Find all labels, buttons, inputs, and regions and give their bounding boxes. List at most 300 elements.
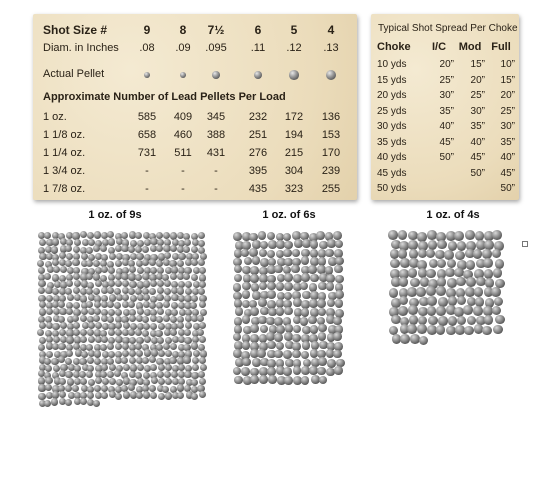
shot-pellet (65, 371, 72, 378)
shot-pellet (242, 341, 251, 350)
spread-cell: 35” (439, 105, 454, 117)
shot-pellet (292, 334, 301, 343)
shot-pellet (65, 245, 72, 252)
shot-pellet (417, 232, 427, 242)
shot-pellet (274, 350, 283, 359)
spread-cell: 40” (439, 121, 454, 132)
pellet-pattern-9s (38, 232, 208, 467)
spread-cell: 25 yds (377, 105, 407, 117)
shot-pellet (284, 376, 293, 385)
shot-pellet (129, 281, 136, 288)
pellet-count-cell: 251 (248, 129, 268, 141)
pellet-count-cell: 304 (284, 165, 304, 177)
shot-pellet (129, 350, 136, 357)
shot-size-5: 4 (327, 23, 335, 37)
shot-pellet (437, 240, 447, 250)
shot-pellet (52, 238, 59, 245)
shot-pellet (158, 350, 165, 357)
shot-pellet (37, 260, 44, 267)
shot-pellet (39, 308, 46, 315)
shot-pellet (333, 332, 342, 341)
pellet-count-cell: - (214, 183, 218, 195)
actual-pellet-icon (326, 70, 337, 81)
shot-pellet (301, 256, 310, 265)
shot-pellet (100, 344, 107, 351)
shot-pellet (101, 266, 108, 273)
shot-pellet (107, 343, 114, 350)
shot-pellet (95, 322, 102, 329)
shot-pellet (198, 259, 205, 266)
shot-pellet (310, 274, 319, 283)
shot-pellet (482, 249, 492, 259)
shot-pellet (45, 365, 52, 372)
shot-pellet (170, 245, 177, 252)
pellet-count-cell: 170 (321, 147, 341, 159)
spread-cell: 10” (500, 59, 515, 70)
shot-pellet (142, 259, 149, 266)
shot-pellet (108, 238, 115, 245)
shot-pellet (335, 290, 344, 299)
shot-pellet (115, 336, 122, 343)
shot-pellet (483, 258, 493, 268)
shot-pellet (51, 246, 58, 253)
shot-pellet (58, 356, 65, 363)
shot-pellet (128, 288, 135, 295)
shot-pellet (44, 273, 51, 280)
shot-pellet (492, 230, 502, 240)
spread-header: Full (491, 41, 511, 53)
shot-pellet (233, 333, 242, 342)
actual-pellet-icon (212, 71, 220, 79)
shot-pellet (284, 282, 293, 291)
load-label: 1 3/4 oz. (43, 165, 86, 177)
shot-pellet (66, 350, 73, 357)
shot-pellet (67, 294, 74, 301)
shot-pellet (427, 296, 437, 306)
shot-pellet (199, 336, 206, 343)
shot-pellet (143, 372, 150, 379)
shot-pellet (149, 288, 156, 295)
spread-cell: 30” (500, 121, 515, 132)
shot-pellet (284, 273, 293, 282)
shot-pellet (171, 309, 178, 316)
shot-pellet (39, 239, 46, 246)
shot-pellet (191, 259, 198, 266)
shot-pellet (53, 336, 60, 343)
shot-pellet (334, 265, 343, 274)
shot-pellet (38, 377, 45, 384)
shot-pellet (284, 307, 293, 316)
shot-size-header: Shot Size # (43, 23, 108, 37)
shot-pellet (150, 364, 157, 371)
shot-pellet (39, 301, 46, 308)
shot-pellet (335, 299, 344, 308)
shot-pellet (58, 343, 65, 350)
pellet-count-cell: 215 (284, 147, 304, 159)
shot-pellet (60, 266, 67, 273)
shot-pellet (267, 341, 276, 350)
pellet-count-cell: - (145, 165, 149, 177)
shot-pellet (156, 232, 163, 239)
pellet-count-cell: 194 (284, 129, 304, 141)
shot-pellet (308, 265, 317, 274)
shot-pellet (242, 290, 251, 299)
shot-pellet (144, 349, 151, 356)
shot-pellet (300, 317, 309, 326)
pellet-count-cell: 255 (321, 183, 341, 195)
shot-pellet (301, 351, 310, 360)
shot-pellet (177, 287, 184, 294)
shot-pellet (276, 342, 285, 351)
shot-pellet (276, 307, 285, 316)
group-title-6s: 1 oz. of 6s (262, 209, 316, 221)
shot-pellet (308, 316, 317, 325)
shot-size-0: 9 (143, 23, 151, 37)
shot-pellet (398, 306, 408, 316)
shot-pellet (192, 364, 199, 371)
shot-pellet (474, 287, 484, 297)
shot-pellet (446, 326, 456, 336)
shot-pellet (310, 240, 319, 249)
shot-pellet (333, 317, 342, 326)
shot-pellet (426, 286, 436, 296)
shot-pellet (183, 246, 190, 253)
shot-pellet (318, 308, 327, 317)
pellet-count-cell: 395 (248, 165, 268, 177)
spread-cell: 20” (470, 74, 485, 86)
shot-pellet (250, 375, 259, 384)
shot-pellet (234, 376, 243, 385)
shot-pellet (276, 282, 285, 291)
shot-pellet (155, 330, 162, 337)
shot-pellet (436, 306, 446, 316)
shot-pellet (192, 357, 199, 364)
shot-pellet (300, 282, 309, 291)
shot-pellet (38, 287, 45, 294)
shot-pellet (38, 393, 45, 400)
shot-pellet (115, 260, 122, 267)
shot-pellet (170, 273, 177, 280)
pellet-count-cell: 731 (137, 147, 157, 159)
shot-pellet (143, 323, 150, 330)
actual-pellet-icon (254, 71, 263, 80)
shot-pellet (302, 341, 311, 350)
shot-pellet (408, 305, 418, 315)
shot-pellet (44, 400, 51, 407)
shot-pellet (86, 371, 93, 378)
pellet-count-cell: 409 (173, 111, 193, 123)
shot-pellet (293, 325, 302, 334)
shot-pellet (165, 378, 172, 385)
shot-pellet (301, 273, 310, 282)
shot-pellet (318, 257, 327, 266)
shot-pellet (164, 280, 171, 287)
shot-pellet (326, 368, 335, 377)
shot-pellet (122, 280, 129, 287)
shot-pellet (128, 301, 135, 308)
shot-pellet (66, 280, 73, 287)
shot-pellet (259, 282, 268, 291)
shot-pellet (390, 259, 400, 269)
shot-pellet (74, 239, 81, 246)
pellet-count-cell: 431 (206, 147, 226, 159)
shot-pellet (242, 358, 251, 367)
shot-pellet (86, 301, 93, 308)
diameter-3: .11 (250, 42, 266, 54)
shot-pellet (94, 350, 101, 357)
shot-pellet (258, 231, 267, 240)
shot-pellet (259, 375, 268, 384)
shot-pellet (150, 267, 157, 274)
shot-pellet (310, 325, 319, 334)
shot-pellet (417, 324, 427, 334)
shot-pellet (399, 296, 409, 306)
shot-pellet (437, 259, 447, 269)
pellet-count-cell: 239 (321, 165, 341, 177)
shot-pellet (100, 371, 107, 378)
shot-pellet (467, 316, 477, 326)
spread-header: I/C (431, 41, 447, 53)
shot-pellet (178, 253, 185, 260)
shot-pellet (267, 232, 276, 241)
shot-pellet (94, 231, 101, 238)
shot-pellet (283, 350, 292, 359)
shot-pellet (318, 357, 327, 366)
shot-pellet (150, 280, 157, 287)
shot-pellet (163, 315, 170, 322)
shot-pellet (66, 336, 73, 343)
shot-pellet (492, 306, 502, 316)
shot-pellet (493, 268, 503, 278)
shot-pellet (283, 233, 292, 242)
spread-cell: 30” (470, 105, 485, 117)
spread-cell: 45” (439, 136, 454, 148)
shot-pellet (242, 282, 251, 291)
shot-pellet (137, 364, 144, 371)
diameter-4: .12 (286, 42, 302, 54)
spread-cell: 25” (470, 90, 485, 101)
shot-pellet (325, 249, 334, 258)
shot-pellet (135, 274, 142, 281)
spread-cell: 50” (439, 152, 454, 163)
spread-cell: 40” (470, 136, 485, 148)
shot-pellet (169, 357, 176, 364)
shot-pellet (149, 356, 156, 363)
shot-pellet (334, 366, 343, 375)
shot-pellet (59, 252, 66, 259)
shot-pellet (267, 359, 276, 368)
shot-pellet (191, 379, 198, 386)
shot-pellet (95, 280, 102, 287)
shot-pellet (427, 306, 437, 316)
shot-pellet (108, 280, 115, 287)
shot-pellet (45, 384, 52, 391)
shot-pellet (235, 307, 244, 316)
shot-pellet (473, 306, 483, 316)
pellet-pattern-4s (389, 231, 509, 407)
shot-pellet (184, 329, 191, 336)
spread-cell: 25” (500, 105, 515, 117)
shot-pellet (143, 391, 150, 398)
shot-pellet (137, 308, 144, 315)
pellet-pattern-6s (233, 232, 348, 427)
shot-pellet (241, 367, 250, 376)
shot-pellet (291, 265, 300, 274)
shot-pellet (197, 315, 204, 322)
shot-size-2: 7½ (207, 23, 225, 37)
shot-pellet (59, 378, 66, 385)
shot-pellet (454, 231, 464, 241)
spread-cell: 30” (439, 90, 454, 101)
shot-pellet (436, 286, 446, 296)
shot-pellet (183, 273, 190, 280)
pellet-count-cell: - (181, 165, 185, 177)
spread-title: Typical Shot Spread Per Choke (378, 23, 518, 34)
shot-pellet (122, 350, 129, 357)
shot-pellet (94, 308, 101, 315)
spread-cell: 30 yds (377, 121, 407, 132)
section-title: Approximate Number of Lead Pellets Per Load (43, 91, 286, 103)
shot-pellet (65, 260, 72, 267)
shot-pellet (407, 324, 417, 334)
shot-pellet (242, 315, 251, 324)
pellet-count-cell: 388 (206, 129, 226, 141)
shot-pellet (482, 326, 492, 336)
shot-pellet (258, 298, 267, 307)
shot-pellet (408, 268, 418, 278)
shot-pellet (81, 253, 88, 260)
shot-pellet (128, 384, 135, 391)
shot-pellet (333, 350, 342, 359)
pellet-count-cell: 232 (248, 111, 268, 123)
shot-pellet (326, 282, 335, 291)
shot-pellet (244, 257, 253, 266)
shot-pellet (151, 377, 158, 384)
shot-pellet (87, 357, 94, 364)
shot-pellet (93, 315, 100, 322)
shot-pellet (457, 296, 467, 306)
shot-pellet (301, 366, 310, 375)
shot-pellet (115, 309, 122, 316)
diameter-label: Diam. in Inches (43, 42, 119, 54)
shot-pellet (191, 393, 198, 400)
shot-pellet (200, 364, 207, 371)
choke-spread-table (371, 14, 519, 200)
spread-cell: 45” (470, 152, 485, 163)
shot-pellet (437, 277, 447, 287)
pellet-count-cell: 585 (137, 111, 157, 123)
shot-pellet (416, 287, 426, 297)
pellet-count-cell: - (181, 183, 185, 195)
spread-header: Mod (458, 41, 482, 53)
spread-cell: 45” (500, 167, 515, 179)
shot-pellet (39, 337, 46, 344)
shot-pellet (335, 275, 344, 284)
shot-pellet (143, 294, 150, 301)
shot-size-4: 5 (290, 23, 298, 37)
shot-pellet (81, 308, 88, 315)
shot-pellet (73, 322, 80, 329)
shot-pellet (234, 274, 243, 283)
shot-pellet (426, 269, 436, 279)
shot-pellet (317, 299, 326, 308)
spread-cell: 35” (500, 136, 515, 148)
shot-pellet (448, 316, 458, 326)
shot-pellet (107, 316, 114, 323)
shot-pellet (66, 308, 73, 315)
shot-pellet (158, 378, 165, 385)
shot-pellet (268, 375, 277, 384)
actual-pellet-icon (180, 72, 187, 79)
shot-pellet (457, 316, 467, 326)
shot-pellet (199, 281, 206, 288)
shot-pellet (199, 267, 206, 274)
spread-cell: 10 yds (377, 59, 407, 70)
shot-pellet (191, 342, 198, 349)
group-title-4s: 1 oz. of 4s (426, 209, 480, 221)
shot-pellet (327, 299, 336, 308)
spread-cell: 50” (500, 183, 515, 194)
shot-pellet (333, 231, 342, 240)
shot-pellet (107, 231, 114, 238)
spread-cell: 20 yds (377, 90, 407, 101)
shot-pellet (257, 349, 266, 358)
spread-cell: 35 yds (377, 136, 407, 148)
shot-pellet (274, 265, 283, 274)
shot-pellet (495, 315, 505, 325)
shot-pellet (327, 359, 336, 368)
shot-pellet (93, 400, 100, 407)
shot-pellet (292, 350, 301, 359)
shot-pellet (94, 358, 101, 365)
shot-pellet (135, 232, 142, 239)
shot-pellet (72, 315, 79, 322)
shot-pellet (136, 350, 143, 357)
spread-cell: 50” (470, 167, 485, 179)
shot-pellet (260, 241, 269, 250)
pellet-count-cell: 460 (173, 129, 193, 141)
shot-pellet (426, 249, 436, 259)
pellet-count-cell: 345 (206, 111, 226, 123)
shot-pellet (318, 332, 327, 341)
shot-pellet (283, 367, 292, 376)
spread-cell: 35” (470, 121, 485, 132)
shot-pellet (170, 329, 177, 336)
spread-cell: 45 yds (377, 167, 407, 179)
shot-pellet (185, 281, 192, 288)
shot-pellet (44, 232, 51, 239)
shot-pellet (428, 316, 438, 326)
shot-pellet (199, 357, 206, 364)
shot-pellet (129, 266, 136, 273)
pellet-count-cell: 136 (321, 111, 341, 123)
shot-pellet (466, 260, 476, 270)
shot-pellet (398, 230, 408, 240)
shot-pellet (250, 307, 259, 316)
spread-cell: 15 yds (377, 74, 407, 86)
shot-pellet (101, 364, 108, 371)
shot-pellet (129, 315, 136, 322)
shot-pellet (101, 336, 108, 343)
shot-pellet (183, 356, 190, 363)
spread-cell: 40” (500, 152, 515, 163)
shot-pellet (123, 364, 130, 371)
actual-pellet-icon (289, 70, 299, 80)
shot-pellet (143, 280, 150, 287)
shot-pellet (87, 232, 94, 239)
shot-pellet (400, 334, 410, 344)
shot-size-1: 8 (179, 23, 187, 37)
